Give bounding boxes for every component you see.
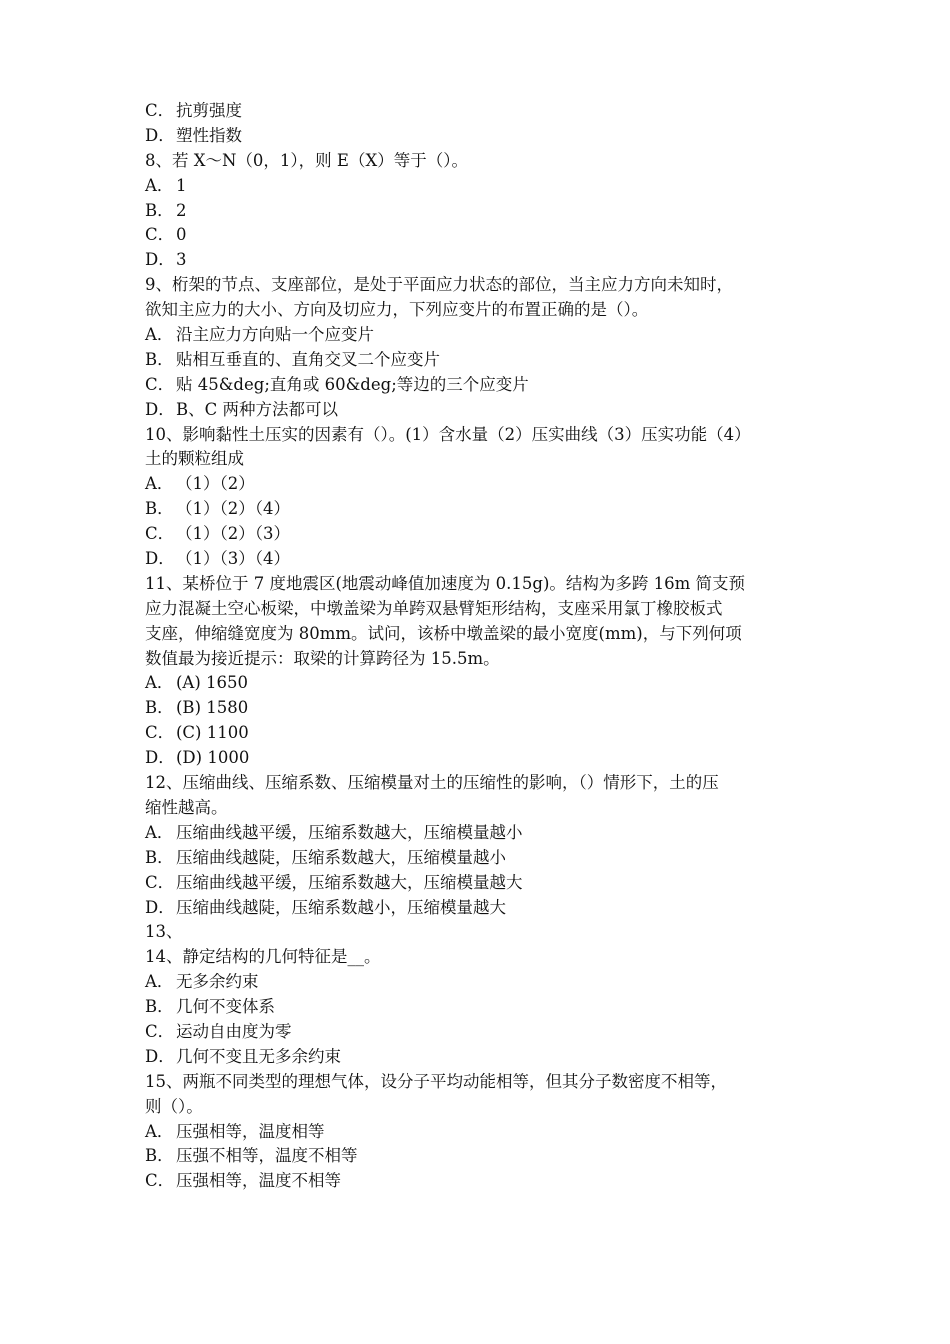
option-label: A． [145,325,174,345]
option-line [145,1045,810,1070]
option-text: B、C 两种方法都可以 [176,399,338,419]
option-label: B． [145,997,174,1017]
option-line [145,497,810,522]
option-label: B． [145,1146,174,1166]
document-page [145,99,810,1194]
option-label: A． [145,474,174,494]
option-line [145,1120,810,1145]
option-line [145,821,810,846]
option-line [145,373,810,398]
option-text: 抗剪强度 [176,101,242,120]
option-label: C． [145,1021,175,1041]
option-label: B． [145,847,174,867]
option-label: A． [145,175,174,195]
option-label: D． [145,897,175,917]
question-13: 13、 [145,922,183,942]
option-line [145,323,810,348]
option-text: 贴 45&deg;直角或 60&deg;等边的三个应变片 [176,374,529,394]
option-text: 压强不相等，温度不相等 [176,1146,358,1166]
option-label: D． [145,250,175,270]
question-9-line-2: 欲知主应力的大小、方向及切应力，下列应变片的布置正确的是（）。 [145,300,649,320]
option-text: 沿主应力方向贴一个应变片 [176,325,374,345]
option-line [145,174,810,199]
option-text: （1）（3）（4） [176,549,290,569]
option-label: B． [145,349,174,369]
option-label: A． [145,822,174,842]
option-label: C． [145,374,175,394]
question-11-line-4: 数值最为接近提示：取梁的计算跨径为 15.5m。 [145,648,500,668]
option-line [145,547,810,572]
question-15-line-1: 15、两瓶不同类型的理想气体，设分子平均动能相等，但其分子数密度不相等， [145,1071,727,1091]
option-text: 1 [176,175,187,195]
question-11-line-3: 支座，伸缩缝宽度为 80mm。试问，该桥中墩盖梁的最小宽度(mm)，与下列何项 [145,623,742,643]
option-label: C． [145,225,175,245]
question-14: 14、静定结构的几何特征是__。 [145,947,381,967]
option-text: 3 [176,250,187,270]
question-8: 8、若 X～N（0，1），则 E（X）等于（）。 [145,150,468,170]
question-11-line-1: 11、某桥位于 7 度地震区(地震动峰值加速度为 0.15g)。结构为多跨 16m 简支预 [145,573,746,593]
option-label: D． [145,748,175,768]
option-text: 几何不变体系 [176,997,275,1017]
option-line [145,846,810,871]
option-line [145,99,810,124]
option-text: （1）（2） [176,474,255,494]
option-label: C． [145,524,175,544]
option-label: B． [145,698,174,718]
question-10-line-2: 土的颗粒组成 [145,449,244,469]
option-line [145,223,810,248]
option-line [145,348,810,373]
option-text: （1）（2）（3） [176,524,290,544]
option-line [145,671,810,696]
option-text: 压缩曲线越陡，压缩系数越小，压缩模量越大 [176,897,506,917]
option-label: D． [145,399,175,419]
option-line [145,1169,810,1194]
option-line [145,248,810,273]
option-line [145,995,810,1020]
option-text: （1）（2）（4） [176,499,290,519]
question-15-line-2: 则（）。 [145,1096,203,1116]
option-line [145,199,810,224]
option-label: D． [145,549,175,569]
option-line [145,124,810,149]
option-text: 0 [176,225,187,245]
option-label: A． [145,1121,174,1141]
option-label: D． [145,1046,175,1066]
question-12-line-1: 12、压缩曲线、压缩系数、压缩模量对土的压缩性的影响，（）情形下，土的压 [145,773,719,793]
option-text: 无多余约束 [176,972,259,992]
option-label: A． [145,673,174,693]
option-label: C． [145,723,175,743]
option-line [145,871,810,896]
option-text: 压强相等，温度相等 [176,1121,325,1141]
option-text: (A) 1650 [176,673,249,693]
option-text: 运动自由度为零 [176,1021,292,1041]
option-line [145,522,810,547]
option-label: B． [145,200,174,220]
option-line [145,696,810,721]
option-text: (C) 1100 [176,723,249,743]
option-label: A． [145,972,174,992]
option-line [145,472,810,497]
question-11-line-2: 应力混凝土空心板梁，中墩盖梁为单跨双悬臂矩形结构，支座采用氯丁橡胶板式 [145,598,723,618]
option-text: 压缩曲线越平缓，压缩系数越大，压缩模量越小 [176,822,523,842]
question-12-line-2: 缩性越高。 [145,797,228,817]
option-line [145,746,810,771]
option-label: D． [145,125,175,145]
option-text: 压强相等，温度不相等 [176,1171,341,1191]
option-line [145,896,810,921]
option-text: 压缩曲线越陡，压缩系数越大，压缩模量越小 [176,847,506,867]
option-line [145,970,810,995]
option-text: 贴相互垂直的、直角交叉二个应变片 [176,349,440,369]
option-label: C． [145,872,175,892]
option-label: C． [145,101,175,120]
option-text: (D) 1000 [176,748,250,768]
option-label: B． [145,499,174,519]
option-text: 压缩曲线越平缓，压缩系数越大，压缩模量越大 [176,872,523,892]
question-9-line-1: 9、桁架的节点、支座部位，是处于平面应力状态的部位，当主应力方向未知时， [145,275,733,295]
option-text: (B) 1580 [176,698,249,718]
option-line [145,1144,810,1169]
option-label: C． [145,1171,175,1191]
option-text: 塑性指数 [176,125,242,145]
option-text: 几何不变且无多余约束 [176,1046,341,1066]
option-line [145,1020,810,1045]
question-10-line-1: 10、影响黏性土压实的因素有（）。(1）含水量（2）压实曲线（3）压实功能（4） [145,424,751,444]
option-line [145,721,810,746]
option-text: 2 [176,200,187,220]
option-line [145,398,810,423]
